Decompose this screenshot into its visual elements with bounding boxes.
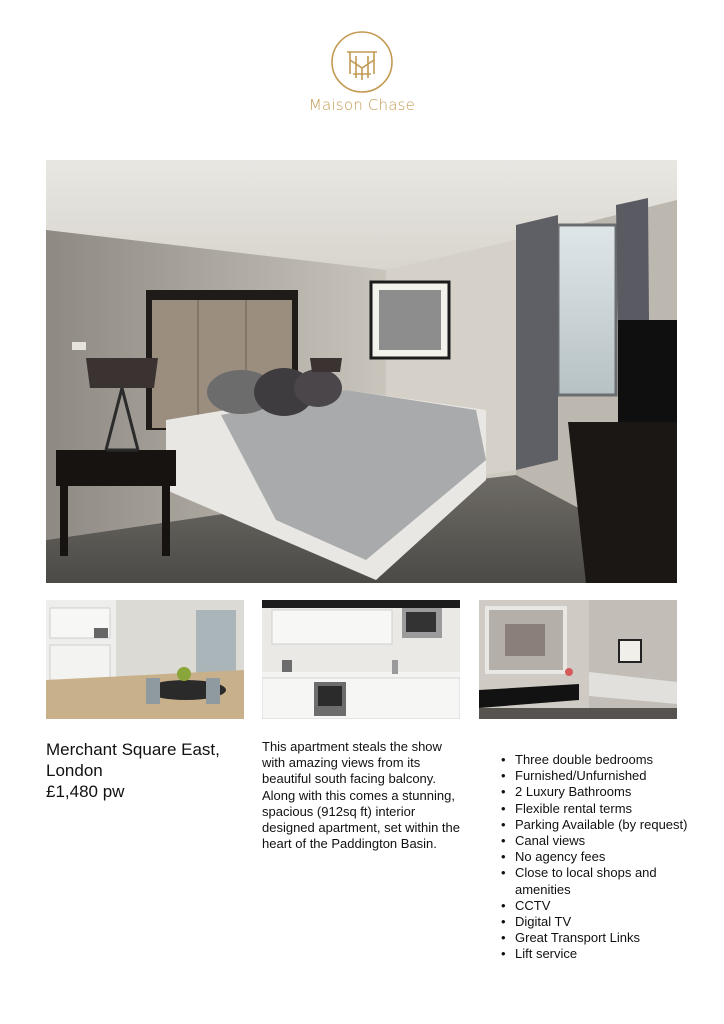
list-item: • Digital TV (500, 914, 690, 930)
property-description: This apartment steals the show with amazing views from its beautiful south facing balcony. Along with this comes a stunning, spacious (912sq ft) interior designed apartment, set within the heart of the Paddington Basin. (262, 739, 461, 852)
brand-logo (300, 30, 424, 125)
property-heading (46, 739, 256, 802)
thumb-bedroom-mirror-photo (479, 600, 677, 719)
thumb-living-dining-photo (46, 600, 244, 719)
list-item: • 2 Luxury Bathrooms (500, 784, 690, 800)
list-item: • Great Transport Links (500, 930, 690, 946)
list-item: • Canal views (500, 833, 690, 849)
list-item: • No agency fees (500, 849, 690, 865)
list-item: • Furnished/Unfurnished (500, 768, 690, 784)
list-item: • Parking Available (by request) (500, 817, 690, 833)
brand-name: Maison Chase (308, 96, 416, 114)
property-location: London (46, 761, 103, 780)
list-item: • Close to local shops and amenities (500, 865, 690, 897)
list-item: • Three double bedrooms (500, 752, 690, 768)
features-list (500, 752, 690, 963)
hero-bedroom-photo (46, 160, 677, 583)
list-item: • Flexible rental terms (500, 801, 690, 817)
list-item: • CCTV (500, 898, 690, 914)
list-item: • Lift service (500, 946, 690, 962)
property-name: Merchant Square East, (46, 740, 220, 759)
thumb-kitchen-photo (262, 600, 460, 719)
maison-chase-emblem-icon (330, 30, 394, 94)
property-price: £1,480 pw (46, 782, 125, 801)
